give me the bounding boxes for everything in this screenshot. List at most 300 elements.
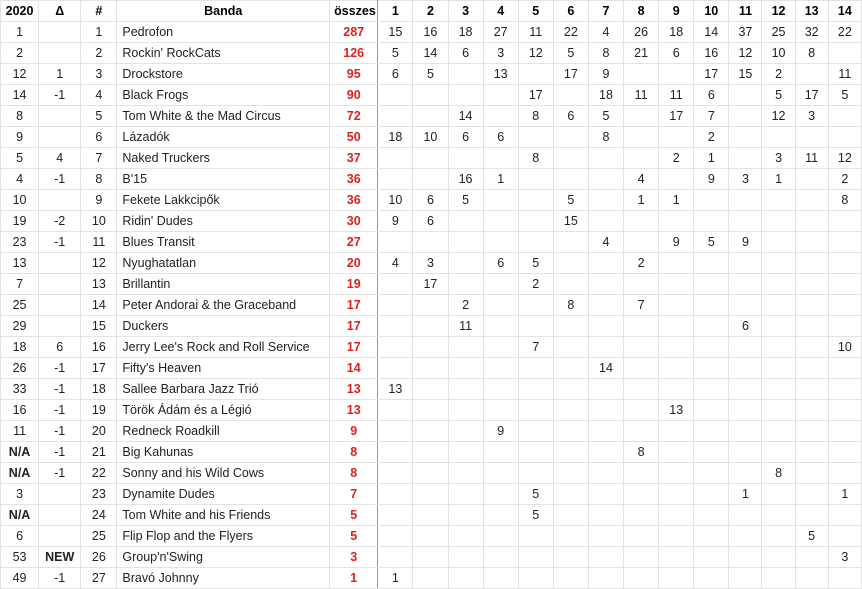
cell-round-score[interactable] xyxy=(553,484,588,505)
cell-delta[interactable]: -1 xyxy=(39,400,81,421)
cell-round-score[interactable] xyxy=(378,442,413,463)
cell-round-score[interactable]: 5 xyxy=(378,43,413,64)
cell-round-score[interactable]: 17 xyxy=(413,274,448,295)
cell-round-score[interactable] xyxy=(828,127,861,148)
cell-round-score[interactable] xyxy=(378,484,413,505)
cell-total[interactable]: 8 xyxy=(330,463,378,484)
cell-round-score[interactable] xyxy=(828,253,861,274)
cell-round-score[interactable] xyxy=(795,379,828,400)
cell-round-score[interactable] xyxy=(378,274,413,295)
cell-2020-rank[interactable]: 3 xyxy=(1,484,39,505)
cell-band-name[interactable]: Group'n'Swing xyxy=(117,547,330,568)
cell-round-score[interactable]: 37 xyxy=(729,22,762,43)
cell-band-name[interactable]: B'15 xyxy=(117,169,330,190)
cell-round-score[interactable] xyxy=(659,169,694,190)
cell-round-score[interactable] xyxy=(729,568,762,589)
cell-round-score[interactable] xyxy=(483,358,518,379)
cell-rank[interactable]: 21 xyxy=(81,442,117,463)
cell-round-score[interactable] xyxy=(762,127,795,148)
cell-2020-rank[interactable]: 13 xyxy=(1,253,39,274)
cell-total[interactable]: 9 xyxy=(330,421,378,442)
cell-round-score[interactable] xyxy=(448,421,483,442)
cell-round-score[interactable] xyxy=(694,379,729,400)
cell-round-score[interactable] xyxy=(795,442,828,463)
cell-round-score[interactable] xyxy=(694,547,729,568)
cell-round-score[interactable]: 16 xyxy=(694,43,729,64)
cell-round-score[interactable] xyxy=(624,148,659,169)
cell-round-score[interactable] xyxy=(694,505,729,526)
cell-round-score[interactable]: 25 xyxy=(762,22,795,43)
cell-round-score[interactable]: 7 xyxy=(694,106,729,127)
cell-round-score[interactable] xyxy=(483,274,518,295)
cell-round-score[interactable] xyxy=(413,358,448,379)
cell-round-score[interactable] xyxy=(378,547,413,568)
cell-round-score[interactable] xyxy=(795,421,828,442)
cell-band-name[interactable]: Fifty's Heaven xyxy=(117,358,330,379)
cell-round-score[interactable] xyxy=(413,421,448,442)
cell-round-score[interactable] xyxy=(413,484,448,505)
cell-round-score[interactable] xyxy=(729,127,762,148)
cell-round-score[interactable] xyxy=(553,526,588,547)
cell-round-score[interactable] xyxy=(729,148,762,169)
cell-round-score[interactable] xyxy=(828,232,861,253)
cell-band-name[interactable]: Redneck Roadkill xyxy=(117,421,330,442)
cell-delta[interactable] xyxy=(39,253,81,274)
cell-band-name[interactable]: Black Frogs xyxy=(117,85,330,106)
cell-round-score[interactable] xyxy=(413,442,448,463)
cell-delta[interactable]: 4 xyxy=(39,148,81,169)
cell-round-score[interactable]: 3 xyxy=(762,148,795,169)
cell-rank[interactable]: 9 xyxy=(81,190,117,211)
cell-round-score[interactable]: 6 xyxy=(378,64,413,85)
cell-delta[interactable] xyxy=(39,316,81,337)
cell-round-score[interactable]: 8 xyxy=(762,463,795,484)
col-header-round-2[interactable]: 2 xyxy=(413,1,448,22)
cell-round-score[interactable] xyxy=(413,337,448,358)
cell-round-score[interactable] xyxy=(694,211,729,232)
cell-round-score[interactable] xyxy=(378,400,413,421)
cell-rank[interactable]: 22 xyxy=(81,463,117,484)
cell-round-score[interactable] xyxy=(413,547,448,568)
cell-band-name[interactable]: Tom White & the Mad Circus xyxy=(117,106,330,127)
cell-round-score[interactable] xyxy=(729,400,762,421)
cell-round-score[interactable]: 15 xyxy=(553,211,588,232)
col-header-round-3[interactable]: 3 xyxy=(448,1,483,22)
cell-round-score[interactable] xyxy=(553,421,588,442)
cell-round-score[interactable] xyxy=(483,526,518,547)
cell-round-score[interactable]: 5 xyxy=(553,190,588,211)
col-header-round-6[interactable]: 6 xyxy=(553,1,588,22)
cell-round-score[interactable] xyxy=(828,211,861,232)
cell-round-score[interactable]: 13 xyxy=(659,400,694,421)
cell-round-score[interactable]: 14 xyxy=(413,43,448,64)
cell-round-score[interactable] xyxy=(694,442,729,463)
cell-round-score[interactable] xyxy=(624,547,659,568)
cell-round-score[interactable] xyxy=(413,232,448,253)
cell-round-score[interactable] xyxy=(448,463,483,484)
cell-band-name[interactable]: Dynamite Dudes xyxy=(117,484,330,505)
cell-rank[interactable]: 4 xyxy=(81,85,117,106)
cell-round-score[interactable] xyxy=(762,211,795,232)
cell-round-score[interactable] xyxy=(795,295,828,316)
cell-round-score[interactable] xyxy=(694,358,729,379)
cell-2020-rank[interactable]: 12 xyxy=(1,64,39,85)
cell-round-score[interactable]: 9 xyxy=(378,211,413,232)
cell-2020-rank[interactable]: 53 xyxy=(1,547,39,568)
cell-round-score[interactable] xyxy=(762,274,795,295)
cell-round-score[interactable]: 3 xyxy=(483,43,518,64)
cell-2020-rank[interactable]: 10 xyxy=(1,190,39,211)
cell-round-score[interactable] xyxy=(378,232,413,253)
cell-delta[interactable] xyxy=(39,295,81,316)
cell-round-score[interactable] xyxy=(828,316,861,337)
cell-round-score[interactable] xyxy=(448,232,483,253)
cell-round-score[interactable] xyxy=(553,379,588,400)
cell-round-score[interactable] xyxy=(762,442,795,463)
cell-round-score[interactable]: 9 xyxy=(659,232,694,253)
cell-round-score[interactable]: 12 xyxy=(828,148,861,169)
cell-delta[interactable] xyxy=(39,106,81,127)
cell-round-score[interactable] xyxy=(553,85,588,106)
cell-round-score[interactable]: 5 xyxy=(588,106,623,127)
cell-round-score[interactable] xyxy=(483,505,518,526)
cell-round-score[interactable] xyxy=(659,421,694,442)
cell-round-score[interactable] xyxy=(762,232,795,253)
cell-round-score[interactable] xyxy=(553,463,588,484)
cell-round-score[interactable] xyxy=(553,505,588,526)
cell-round-score[interactable] xyxy=(624,505,659,526)
cell-round-score[interactable] xyxy=(659,64,694,85)
cell-round-score[interactable] xyxy=(518,316,553,337)
cell-round-score[interactable] xyxy=(483,316,518,337)
cell-round-score[interactable]: 6 xyxy=(448,127,483,148)
cell-delta[interactable] xyxy=(39,127,81,148)
cell-round-score[interactable]: 9 xyxy=(694,169,729,190)
cell-round-score[interactable] xyxy=(588,316,623,337)
cell-round-score[interactable] xyxy=(448,547,483,568)
cell-2020-rank[interactable]: 9 xyxy=(1,127,39,148)
cell-round-score[interactable] xyxy=(624,358,659,379)
cell-round-score[interactable] xyxy=(588,568,623,589)
cell-round-score[interactable] xyxy=(694,253,729,274)
cell-delta[interactable]: -1 xyxy=(39,379,81,400)
cell-2020-rank[interactable]: 16 xyxy=(1,400,39,421)
cell-round-score[interactable] xyxy=(448,85,483,106)
cell-round-score[interactable] xyxy=(413,526,448,547)
cell-round-score[interactable] xyxy=(659,316,694,337)
cell-round-score[interactable] xyxy=(659,526,694,547)
cell-round-score[interactable] xyxy=(518,400,553,421)
cell-round-score[interactable]: 17 xyxy=(659,106,694,127)
cell-total[interactable]: 17 xyxy=(330,295,378,316)
cell-round-score[interactable]: 18 xyxy=(659,22,694,43)
cell-round-score[interactable] xyxy=(518,526,553,547)
cell-round-score[interactable] xyxy=(659,463,694,484)
cell-round-score[interactable] xyxy=(518,127,553,148)
cell-round-score[interactable] xyxy=(762,505,795,526)
cell-round-score[interactable]: 7 xyxy=(518,337,553,358)
cell-round-score[interactable] xyxy=(483,547,518,568)
cell-round-score[interactable] xyxy=(828,505,861,526)
cell-rank[interactable]: 16 xyxy=(81,337,117,358)
cell-round-score[interactable]: 6 xyxy=(553,106,588,127)
cell-round-score[interactable] xyxy=(588,274,623,295)
cell-round-score[interactable] xyxy=(624,106,659,127)
cell-round-score[interactable] xyxy=(624,274,659,295)
cell-total[interactable]: 7 xyxy=(330,484,378,505)
cell-round-score[interactable]: 14 xyxy=(588,358,623,379)
cell-round-score[interactable] xyxy=(729,547,762,568)
cell-round-score[interactable] xyxy=(518,568,553,589)
cell-round-score[interactable]: 8 xyxy=(795,43,828,64)
cell-round-score[interactable] xyxy=(762,400,795,421)
cell-2020-rank[interactable]: 23 xyxy=(1,232,39,253)
col-header-2020[interactable]: 2020 xyxy=(1,1,39,22)
cell-band-name[interactable]: Jerry Lee's Rock and Roll Service xyxy=(117,337,330,358)
cell-round-score[interactable] xyxy=(828,400,861,421)
cell-band-name[interactable]: Drockstore xyxy=(117,64,330,85)
cell-round-score[interactable]: 11 xyxy=(448,316,483,337)
cell-round-score[interactable]: 10 xyxy=(413,127,448,148)
cell-round-score[interactable]: 15 xyxy=(378,22,413,43)
cell-round-score[interactable]: 1 xyxy=(762,169,795,190)
cell-total[interactable]: 20 xyxy=(330,253,378,274)
cell-round-score[interactable] xyxy=(694,421,729,442)
cell-round-score[interactable] xyxy=(729,211,762,232)
cell-round-score[interactable] xyxy=(624,337,659,358)
col-header-round-8[interactable]: 8 xyxy=(624,1,659,22)
cell-delta[interactable]: -1 xyxy=(39,358,81,379)
cell-band-name[interactable]: Flip Flop and the Flyers xyxy=(117,526,330,547)
cell-round-score[interactable]: 8 xyxy=(828,190,861,211)
cell-round-score[interactable] xyxy=(828,106,861,127)
cell-round-score[interactable] xyxy=(378,505,413,526)
cell-round-score[interactable] xyxy=(795,211,828,232)
cell-delta[interactable] xyxy=(39,484,81,505)
cell-round-score[interactable] xyxy=(553,232,588,253)
cell-round-score[interactable] xyxy=(448,379,483,400)
cell-round-score[interactable]: 5 xyxy=(518,253,553,274)
cell-round-score[interactable] xyxy=(795,358,828,379)
cell-round-score[interactable] xyxy=(378,316,413,337)
cell-band-name[interactable]: Blues Transit xyxy=(117,232,330,253)
cell-round-score[interactable] xyxy=(553,547,588,568)
cell-rank[interactable]: 12 xyxy=(81,253,117,274)
cell-round-score[interactable] xyxy=(413,505,448,526)
cell-band-name[interactable]: Bravó Johnny xyxy=(117,568,330,589)
cell-2020-rank[interactable]: 49 xyxy=(1,568,39,589)
cell-delta[interactable] xyxy=(39,526,81,547)
cell-round-score[interactable] xyxy=(694,190,729,211)
cell-round-score[interactable] xyxy=(762,295,795,316)
cell-round-score[interactable] xyxy=(518,169,553,190)
cell-round-score[interactable] xyxy=(694,295,729,316)
cell-round-score[interactable]: 6 xyxy=(413,190,448,211)
cell-round-score[interactable] xyxy=(729,295,762,316)
cell-round-score[interactable] xyxy=(762,190,795,211)
cell-delta[interactable] xyxy=(39,274,81,295)
cell-round-score[interactable]: 6 xyxy=(483,253,518,274)
cell-round-score[interactable]: 4 xyxy=(588,232,623,253)
cell-round-score[interactable]: 11 xyxy=(518,22,553,43)
cell-round-score[interactable] xyxy=(413,295,448,316)
cell-round-score[interactable] xyxy=(694,337,729,358)
cell-band-name[interactable]: Brillantin xyxy=(117,274,330,295)
cell-round-score[interactable] xyxy=(694,526,729,547)
cell-round-score[interactable]: 4 xyxy=(624,169,659,190)
cell-round-score[interactable] xyxy=(518,547,553,568)
cell-rank[interactable]: 3 xyxy=(81,64,117,85)
cell-2020-rank[interactable]: 11 xyxy=(1,421,39,442)
cell-round-score[interactable] xyxy=(588,526,623,547)
cell-round-score[interactable] xyxy=(588,442,623,463)
cell-round-score[interactable] xyxy=(762,337,795,358)
cell-total[interactable]: 30 xyxy=(330,211,378,232)
cell-2020-rank[interactable]: N/A xyxy=(1,463,39,484)
cell-2020-rank[interactable]: 26 xyxy=(1,358,39,379)
cell-round-score[interactable] xyxy=(518,190,553,211)
cell-total[interactable]: 17 xyxy=(330,316,378,337)
cell-rank[interactable]: 15 xyxy=(81,316,117,337)
cell-2020-rank[interactable]: 7 xyxy=(1,274,39,295)
cell-round-score[interactable] xyxy=(448,211,483,232)
cell-round-score[interactable]: 9 xyxy=(483,421,518,442)
cell-round-score[interactable]: 1 xyxy=(729,484,762,505)
cell-round-score[interactable] xyxy=(413,106,448,127)
cell-round-score[interactable]: 2 xyxy=(659,148,694,169)
cell-round-score[interactable] xyxy=(483,337,518,358)
col-header-round-14[interactable]: 14 xyxy=(828,1,861,22)
cell-round-score[interactable] xyxy=(694,400,729,421)
cell-round-score[interactable] xyxy=(729,106,762,127)
cell-round-score[interactable] xyxy=(624,232,659,253)
cell-round-score[interactable] xyxy=(659,568,694,589)
cell-round-score[interactable]: 5 xyxy=(553,43,588,64)
cell-round-score[interactable]: 8 xyxy=(518,148,553,169)
cell-round-score[interactable]: 27 xyxy=(483,22,518,43)
cell-2020-rank[interactable]: 1 xyxy=(1,22,39,43)
cell-round-score[interactable]: 5 xyxy=(694,232,729,253)
cell-total[interactable]: 72 xyxy=(330,106,378,127)
cell-round-score[interactable] xyxy=(729,274,762,295)
cell-round-score[interactable] xyxy=(378,337,413,358)
cell-round-score[interactable] xyxy=(553,568,588,589)
cell-round-score[interactable] xyxy=(448,442,483,463)
cell-band-name[interactable]: Big Kahunas xyxy=(117,442,330,463)
cell-round-score[interactable] xyxy=(553,274,588,295)
cell-round-score[interactable] xyxy=(518,232,553,253)
cell-2020-rank[interactable]: 33 xyxy=(1,379,39,400)
cell-total[interactable]: 37 xyxy=(330,148,378,169)
cell-round-score[interactable] xyxy=(762,484,795,505)
cell-round-score[interactable]: 12 xyxy=(518,43,553,64)
col-header-rank[interactable]: # xyxy=(81,1,117,22)
cell-round-score[interactable] xyxy=(483,484,518,505)
cell-round-score[interactable]: 17 xyxy=(518,85,553,106)
cell-round-score[interactable] xyxy=(483,190,518,211)
cell-round-score[interactable] xyxy=(378,421,413,442)
cell-round-score[interactable] xyxy=(729,463,762,484)
cell-round-score[interactable]: 2 xyxy=(762,64,795,85)
cell-round-score[interactable] xyxy=(624,568,659,589)
cell-round-score[interactable] xyxy=(518,463,553,484)
cell-delta[interactable] xyxy=(39,190,81,211)
cell-delta[interactable]: -1 xyxy=(39,169,81,190)
cell-round-score[interactable] xyxy=(378,295,413,316)
col-header-round-11[interactable]: 11 xyxy=(729,1,762,22)
cell-round-score[interactable] xyxy=(413,316,448,337)
cell-round-score[interactable] xyxy=(729,253,762,274)
cell-round-score[interactable] xyxy=(795,232,828,253)
cell-round-score[interactable] xyxy=(762,526,795,547)
cell-round-score[interactable]: 5 xyxy=(518,505,553,526)
cell-round-score[interactable] xyxy=(795,400,828,421)
cell-total[interactable]: 13 xyxy=(330,379,378,400)
cell-round-score[interactable]: 11 xyxy=(659,85,694,106)
cell-round-score[interactable] xyxy=(828,274,861,295)
cell-round-score[interactable] xyxy=(553,358,588,379)
cell-round-score[interactable]: 16 xyxy=(448,169,483,190)
cell-round-score[interactable] xyxy=(694,274,729,295)
cell-round-score[interactable] xyxy=(762,568,795,589)
cell-delta[interactable]: 6 xyxy=(39,337,81,358)
cell-total[interactable]: 3 xyxy=(330,547,378,568)
cell-round-score[interactable] xyxy=(588,169,623,190)
cell-round-score[interactable] xyxy=(448,148,483,169)
cell-total[interactable]: 5 xyxy=(330,505,378,526)
cell-round-score[interactable] xyxy=(378,526,413,547)
cell-round-score[interactable]: 26 xyxy=(624,22,659,43)
cell-delta[interactable]: -1 xyxy=(39,85,81,106)
cell-2020-rank[interactable]: 14 xyxy=(1,85,39,106)
cell-round-score[interactable]: 18 xyxy=(448,22,483,43)
cell-round-score[interactable] xyxy=(828,358,861,379)
cell-round-score[interactable]: 6 xyxy=(729,316,762,337)
col-header-round-12[interactable]: 12 xyxy=(762,1,795,22)
cell-round-score[interactable] xyxy=(762,316,795,337)
cell-round-score[interactable]: 8 xyxy=(518,106,553,127)
cell-round-score[interactable]: 3 xyxy=(795,106,828,127)
cell-round-score[interactable]: 16 xyxy=(413,22,448,43)
cell-round-score[interactable]: 1 xyxy=(828,484,861,505)
cell-round-score[interactable] xyxy=(828,442,861,463)
cell-delta[interactable]: -1 xyxy=(39,421,81,442)
cell-band-name[interactable]: Sallee Barbara Jazz Trió xyxy=(117,379,330,400)
cell-2020-rank[interactable]: 6 xyxy=(1,526,39,547)
cell-round-score[interactable] xyxy=(729,337,762,358)
cell-round-score[interactable] xyxy=(762,253,795,274)
cell-band-name[interactable]: Duckers xyxy=(117,316,330,337)
cell-round-score[interactable] xyxy=(588,295,623,316)
cell-delta[interactable] xyxy=(39,22,81,43)
cell-round-score[interactable] xyxy=(694,463,729,484)
cell-rank[interactable]: 8 xyxy=(81,169,117,190)
cell-total[interactable]: 14 xyxy=(330,358,378,379)
cell-rank[interactable]: 11 xyxy=(81,232,117,253)
cell-round-score[interactable]: 3 xyxy=(828,547,861,568)
cell-round-score[interactable] xyxy=(413,169,448,190)
cell-total[interactable]: 1 xyxy=(330,568,378,589)
cell-round-score[interactable] xyxy=(448,358,483,379)
cell-delta[interactable]: -1 xyxy=(39,442,81,463)
cell-round-score[interactable] xyxy=(659,211,694,232)
cell-round-score[interactable] xyxy=(378,148,413,169)
cell-round-score[interactable] xyxy=(483,568,518,589)
cell-round-score[interactable] xyxy=(659,547,694,568)
cell-round-score[interactable] xyxy=(729,526,762,547)
cell-delta[interactable]: -1 xyxy=(39,463,81,484)
cell-round-score[interactable] xyxy=(762,421,795,442)
